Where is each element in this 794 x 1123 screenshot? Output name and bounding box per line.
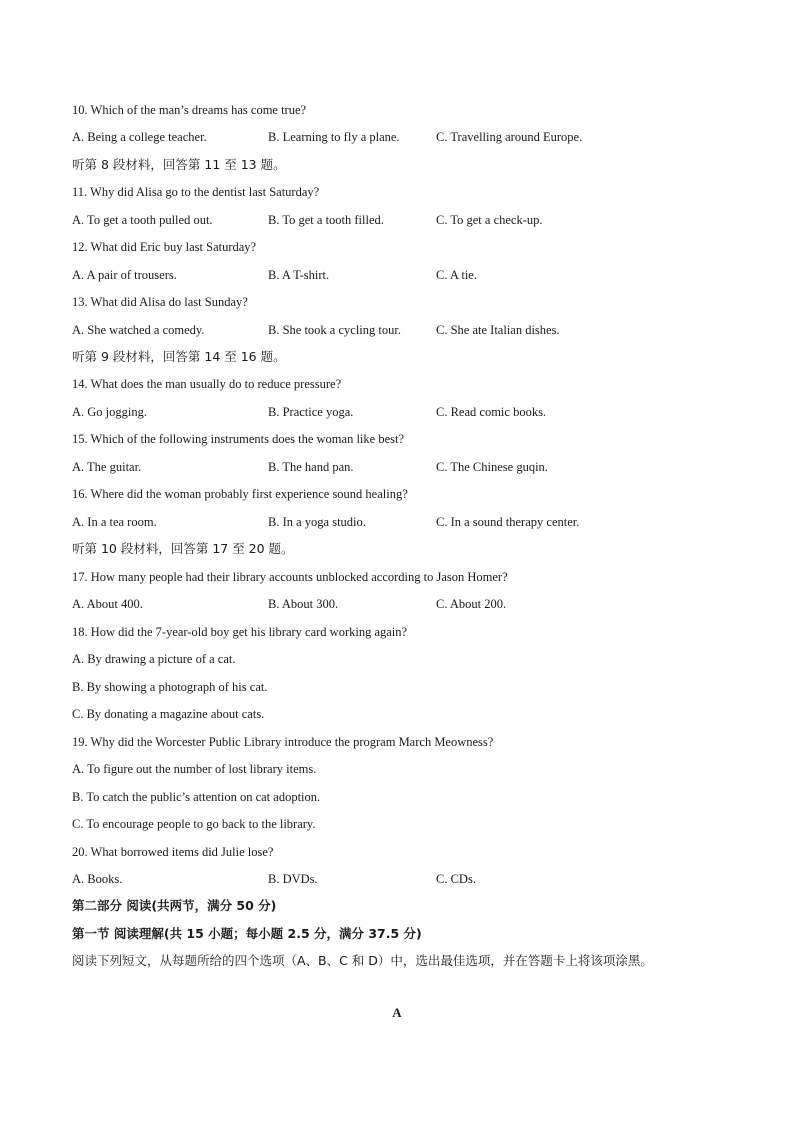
- question-16: 16. Where did the woman probably first experience sound healing?: [72, 487, 408, 501]
- question-13: 13. What did Alisa do last Sunday?: [72, 295, 248, 309]
- option-c: C. She ate Italian dishes.: [436, 323, 560, 337]
- option-a: A. Books.: [72, 872, 123, 886]
- passage-label: A: [392, 1005, 402, 1020]
- part2-subheading: 第一节 阅读理解(共 15 小题；每小题 2.5 分，满分 37.5 分): [72, 926, 422, 941]
- option-a: A. She watched a comedy.: [72, 323, 205, 337]
- option-c: C. CDs.: [436, 872, 476, 886]
- question-10: 10. Which of the man’s dreams has come true?: [72, 103, 307, 117]
- option-c: C. To encourage people to go back to the library.: [72, 817, 316, 831]
- question-11: 11. Why did Alisa go to the dentist last Saturday?: [72, 185, 320, 199]
- option-b: B. By showing a photograph of his cat.: [72, 680, 268, 694]
- question-14: 14. What does the man usually do to reduce pressure?: [72, 377, 342, 391]
- question-19: 19. Why did the Worcester Public Library introduce the program March Meowness?: [72, 735, 494, 749]
- option-c: C. To get a check-up.: [436, 213, 543, 227]
- option-a: A. The guitar.: [72, 460, 142, 474]
- option-b: B. Learning to fly a plane.: [268, 130, 400, 144]
- option-c: C. Travelling around Europe.: [436, 130, 583, 144]
- option-b: B. In a yoga studio.: [268, 515, 366, 529]
- option-c: C. About 200.: [436, 597, 507, 611]
- option-a: A. By drawing a picture of a cat.: [72, 652, 236, 666]
- option-c: C. In a sound therapy center.: [436, 515, 580, 529]
- option-a: A. In a tea room.: [72, 515, 157, 529]
- option-a: A. To figure out the number of lost library items.: [72, 762, 317, 776]
- option-b: B. Practice yoga.: [268, 405, 354, 419]
- question-18: 18. How did the 7-year-old boy get his library card working again?: [72, 625, 408, 639]
- option-b: B. About 300.: [268, 597, 339, 611]
- option-b: B. To get a tooth filled.: [268, 213, 384, 227]
- option-b: B. To catch the public’s attention on cat adoption.: [72, 790, 321, 804]
- section-instruction-9: 听第 9 段材料，回答第 14 至 16 题。: [72, 349, 286, 364]
- option-b: B. She took a cycling tour.: [268, 323, 401, 337]
- option-a: A. Being a college teacher.: [72, 130, 207, 144]
- question-12: 12. What did Eric buy last Saturday?: [72, 240, 257, 254]
- option-a: A. To get a tooth pulled out.: [72, 213, 213, 227]
- part2-instruction: 阅读下列短文，从每题所给的四个选项（A、B、C 和 D）中，选出最佳选项，并在答题卡上将该项涂黑。: [72, 953, 653, 968]
- section-instruction-10: 听第 10 段材料，回答第 17 至 20 题。: [72, 541, 294, 556]
- option-c: C. Read comic books.: [436, 405, 547, 419]
- question-20: 20. What borrowed items did Julie lose?: [72, 845, 274, 859]
- option-c: C. A tie.: [436, 268, 477, 282]
- part2-heading: 第二部分 阅读(共两节，满分 50 分): [72, 898, 277, 913]
- question-15: 15. Which of the following instruments does the woman like best?: [72, 432, 405, 446]
- section-instruction-8: 听第 8 段材料，回答第 11 至 13 题。: [72, 157, 286, 172]
- option-a: A. About 400.: [72, 597, 143, 611]
- option-b: B. DVDs.: [268, 872, 318, 886]
- option-b: B. A T-shirt.: [268, 268, 330, 282]
- option-b: B. The hand pan.: [268, 460, 354, 474]
- option-c: C. By donating a magazine about cats.: [72, 707, 265, 721]
- option-a: A. A pair of trousers.: [72, 268, 177, 282]
- option-a: A. Go jogging.: [72, 405, 147, 419]
- option-c: C. The Chinese guqin.: [436, 460, 548, 474]
- question-17: 17. How many people had their library accounts unblocked according to Jason Homer?: [72, 570, 508, 584]
